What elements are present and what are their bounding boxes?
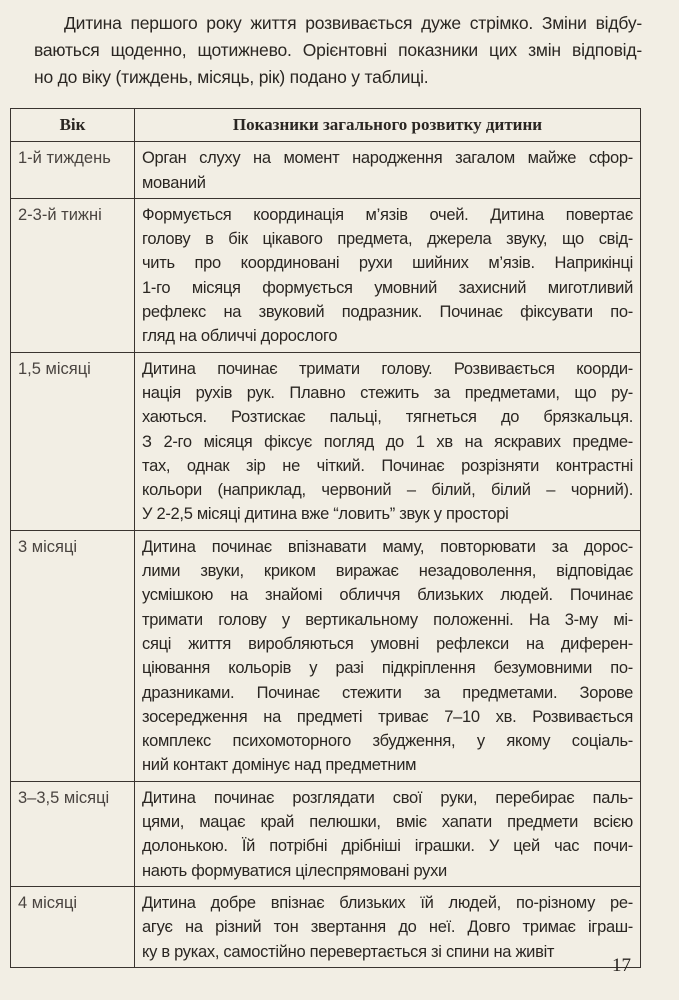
table-row	[11, 886, 641, 967]
intro-line: Дитина першого року життя розвивається дуже стрімко. Зміни відбу-	[64, 13, 642, 33]
description-line: Дитина починає впізнавати маму, повторювати за дорос-	[142, 537, 633, 556]
table-row	[11, 142, 641, 199]
description-line: рефлекс на звуковий подразник. Починає фіксувати по-	[142, 303, 633, 322]
description-line: цями, мацає край пелюшки, вміє хапати предмети всією	[142, 813, 633, 832]
description-line: сяці життя виробляються умовні рефлекси на диферен-	[142, 634, 633, 653]
description-line: нають формуватися цілеспрямовані рухи	[142, 861, 447, 880]
description-line: усмішкою на знайомі обличчя близьких людей. Починає	[142, 586, 633, 605]
description-line: нація рухів рук. Плавно стежить за предметами, що ру-	[142, 383, 633, 402]
description-line: кольори (наприклад, червоний – білий, білий – чорний).	[142, 481, 633, 500]
age-cell: 1-й тиждень	[11, 142, 135, 199]
description-line: лими звуки, криком виражає незадоволення, відповідає	[142, 562, 633, 581]
description-line: У 2-2,5 місяці дитина вже “ловить” звук у просторі	[142, 505, 509, 524]
intro-line: но до віку (тиждень, місяць, рік) подано у таблиці.	[34, 67, 429, 87]
description-line: З 2-го місяця фіксує погляд до 1 хв на яскравих предме-	[142, 432, 633, 451]
description-line: долонькою. Їй потрібні дрібніші іграшки. У цей час почи-	[142, 837, 633, 856]
description-cell	[135, 781, 641, 886]
description-line: чить про координовані рухи шийних м’язів. Наприкінці	[142, 254, 633, 273]
table-row	[11, 198, 641, 352]
table-row	[11, 781, 641, 886]
table-row	[11, 352, 641, 530]
description-cell	[135, 142, 641, 199]
intro-paragraph	[34, 10, 642, 91]
header-age: Вік	[11, 109, 135, 142]
description-line: агує на різний тон звертання до неї. Довго тримає іграш-	[142, 918, 633, 937]
description-cell	[135, 530, 641, 781]
description-line: голову в бік цікавого предмета, джерела звуку, що свід-	[142, 230, 633, 249]
development-table	[10, 108, 641, 968]
description-line: Дитина починає тримати голову. Розвивається коорди-	[142, 359, 633, 378]
description-line: ку в руках, самостійно перевертається зі спини на живіт	[142, 942, 555, 961]
description-line: Дитина починає розглядати свої руки, перебирає паль-	[142, 788, 633, 807]
description-line: тах, однак зір не чіткий. Починає розрізняти контрастні	[142, 456, 633, 475]
description-line: тримати голову у вертикальному положенні. На 3-му мі-	[142, 610, 633, 629]
description-line: мований	[142, 173, 206, 192]
age-cell: 2-3-й тижні	[11, 198, 135, 352]
age-cell: 1,5 місяці	[11, 352, 135, 530]
age-cell: 3 місяці	[11, 530, 135, 781]
description-line: ний контакт домінує над предметним	[142, 756, 417, 775]
description-cell	[135, 886, 641, 967]
page-number: 17	[612, 955, 631, 976]
description-line: гляд на обличчі дорослого	[142, 327, 338, 346]
description-line: Орган слуху на момент народження загалом майже сфор-	[142, 149, 633, 168]
description-cell	[135, 198, 641, 352]
description-line: ціювання кольорів у разі підкріплення безумовними по-	[142, 659, 633, 678]
age-cell: 4 місяці	[11, 886, 135, 967]
age-cell: 3–3,5 місяці	[11, 781, 135, 886]
description-line: Формується координація м’язів очей. Дитина повертає	[142, 205, 633, 224]
description-line: Дитина добре впізнає близьких їй людей, по-різному ре-	[142, 893, 633, 912]
description-line: хаються. Розтискає пальці, тягнеться до брязкальця.	[142, 408, 633, 427]
description-line: дразниками. Починає стежити за предметами. Зорове	[142, 683, 633, 702]
description-line: комплекс психомоторного збудження, у якому соціаль-	[142, 732, 633, 751]
description-cell	[135, 352, 641, 530]
table-row	[11, 530, 641, 781]
table-header-row	[11, 109, 641, 142]
description-line: зосередження на предметі триває 7–10 хв. Розвивається	[142, 707, 633, 726]
description-line: 1-го місяця формується умовний захисний миготливий	[142, 278, 633, 297]
intro-line: ваються щоденно, щотижнево. Орієнтовні показники цих змін відповід-	[34, 40, 642, 60]
header-indicators: Показники загального розвитку дитини	[135, 109, 641, 142]
